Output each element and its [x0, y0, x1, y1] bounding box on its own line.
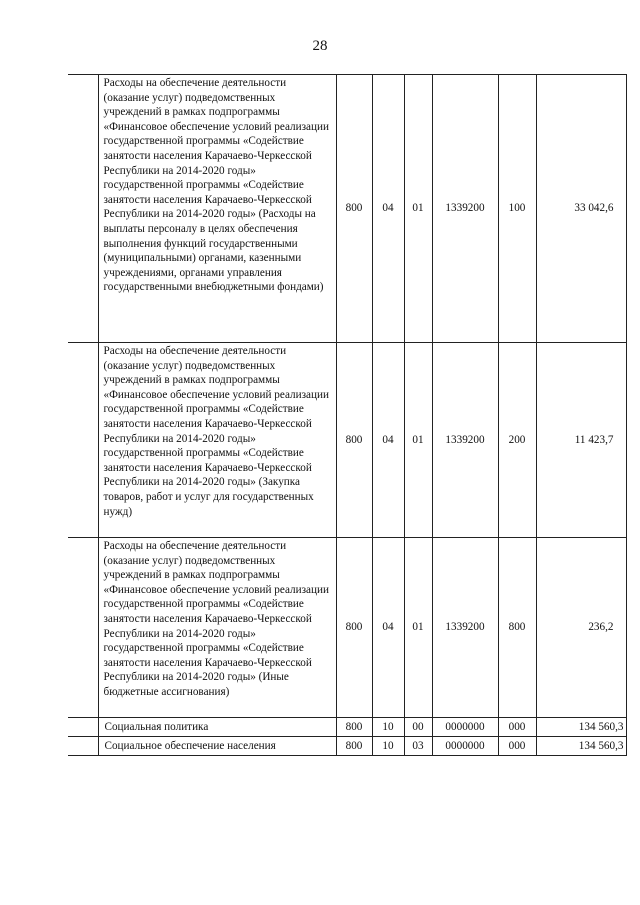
ministry-code: 800: [336, 75, 372, 343]
section-code: 04: [372, 75, 404, 343]
expense-name: Расходы на обеспечение деятельности (оказание услуг) подведомственных учреждений в рамках подпрограммы «Финансовое обеспечение условий реализации государственной программы «Содействие занятости населения Карачаево-Черкесской Республики на 2014-2020 годы» государственной программы «Содействие занятости населения Карачаево-Черкесской Республики на 2014-2020 годы» (Иные бюджетные ассигнования): [98, 538, 336, 718]
table-row: [68, 538, 626, 718]
section-code: 10: [372, 718, 404, 737]
subsection-code: 01: [404, 343, 432, 538]
target-article-code: 1339200: [432, 343, 498, 538]
section-code: 10: [372, 737, 404, 756]
target-article-code: 1339200: [432, 75, 498, 343]
expense-type-code: 200: [498, 343, 536, 538]
expense-type-code: 100: [498, 75, 536, 343]
expense-name: Расходы на обеспечение деятельности (оказание услуг) подведомственных учреждений в рамках подпрограммы «Финансовое обеспечение условий реализации государственной программы «Содействие занятости населения Карачаево-Черкесской Республики на 2014-2020 годы» государственной программы «Содействие занятости населения Карачаево-Черкесской Республики на 2014-2020 годы» (Закупка товаров, работ и услуг для государственных нужд): [98, 343, 336, 538]
expense-type-code: 800: [498, 538, 536, 718]
expense-name: Социальная политика: [98, 718, 336, 737]
blank-cell: [68, 718, 98, 737]
amount: 134 560,3: [536, 718, 626, 737]
expense-type-code: 000: [498, 718, 536, 737]
table-row: [68, 737, 626, 756]
subsection-code: 01: [404, 75, 432, 343]
section-code: 04: [372, 343, 404, 538]
amount: 134 560,3: [536, 737, 626, 756]
subsection-code: 01: [404, 538, 432, 718]
ministry-code: 800: [336, 343, 372, 538]
ministry-code: 800: [336, 538, 372, 718]
section-code: 04: [372, 538, 404, 718]
expense-name: Расходы на обеспечение деятельности (оказание услуг) подведомственных учреждений в рамках подпрограммы «Финансовое обеспечение условий реализации государственной программы «Содействие занятости населения Карачаево-Черкесской Республики на 2014-2020 годы» государственной программы «Содействие занятости населения Карачаево-Черкесской Республики на 2014-2020 годы» (Расходы на выплаты персоналу в целях обеспечения выполнения функций государственными (муниципальными) органами, казенными учреждениями, органами управления государственными внебюджетными фондами): [98, 75, 336, 343]
amount: 11 423,7: [536, 343, 626, 538]
table-row: [68, 343, 626, 538]
amount: 33 042,6: [536, 75, 626, 343]
budget-table: [68, 74, 627, 756]
blank-cell: [68, 343, 98, 538]
page-number: 28: [312, 38, 328, 54]
blank-cell: [68, 75, 98, 343]
amount: 236,2: [536, 538, 626, 718]
target-article-code: 0000000: [432, 737, 498, 756]
expense-name: Социальное обеспечение населения: [98, 737, 336, 756]
expense-type-code: 000: [498, 737, 536, 756]
subsection-code: 03: [404, 737, 432, 756]
blank-cell: [68, 538, 98, 718]
blank-cell: [68, 737, 98, 756]
table-row: [68, 75, 626, 343]
target-article-code: 0000000: [432, 718, 498, 737]
table-row: [68, 718, 626, 737]
ministry-code: 800: [336, 718, 372, 737]
subsection-code: 00: [404, 718, 432, 737]
target-article-code: 1339200: [432, 538, 498, 718]
ministry-code: 800: [336, 737, 372, 756]
